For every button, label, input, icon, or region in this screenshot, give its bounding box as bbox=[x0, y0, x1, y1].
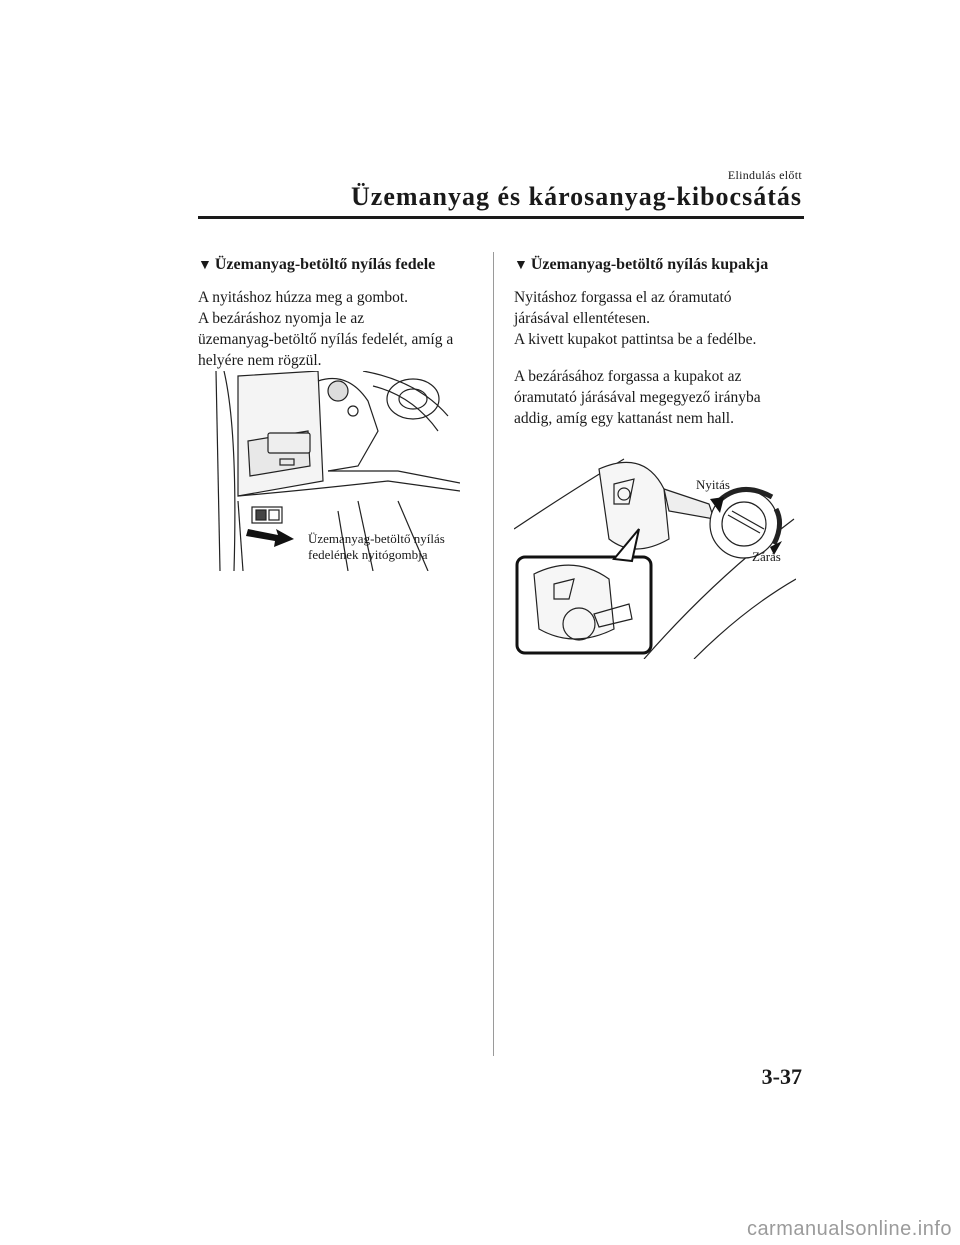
dashboard-figure bbox=[198, 371, 460, 571]
paragraph-line: A bezárásához forgassa a kupakot az bbox=[514, 368, 742, 385]
watermark-link[interactable]: carmanualsonline.info bbox=[746, 1218, 952, 1240]
paragraph-line: addig, amíg egy kattanást nem hall. bbox=[514, 410, 734, 427]
fuel-cap-heading bbox=[514, 254, 796, 277]
triangle-marker-icon: ▼ bbox=[514, 258, 528, 273]
column-divider bbox=[493, 252, 494, 1056]
header-rule bbox=[198, 216, 804, 219]
fuel-lid-opener-label-2: fedelének nyitógombja bbox=[308, 547, 428, 562]
paragraph-line: A kivett kupakot pattintsa be a fedélbe. bbox=[514, 331, 757, 348]
paragraph-line: üzemanyag-betöltő nyílás fedelét, amíg a bbox=[198, 331, 454, 348]
right-column bbox=[514, 254, 796, 659]
fuel-cap-figure bbox=[514, 449, 796, 659]
paragraph-line: járásával ellentétesen. bbox=[514, 310, 650, 327]
fuel-cap-heading-text: Üzemanyag-betöltő nyílás kupakja bbox=[530, 256, 769, 273]
fuel-lid-opener-label-1: Üzemanyag-betöltő nyílás bbox=[308, 531, 445, 546]
section-title: Üzemanyag és károsanyag-kibocsátás bbox=[351, 182, 802, 211]
paragraph-line: A bezáráshoz nyomja le az bbox=[198, 310, 365, 327]
left-column bbox=[198, 254, 480, 571]
chapter-label: Elindulás előtt bbox=[727, 168, 802, 182]
paragraph-line: A nyitáshoz húzza meg a gombot. bbox=[198, 289, 409, 306]
close-direction-label: Zárás bbox=[752, 549, 781, 564]
paragraph-line: óramutató járásával megegyező irányba bbox=[514, 389, 761, 406]
page-number: 3-37 bbox=[761, 1064, 802, 1089]
open-direction-label: Nyitás bbox=[696, 477, 730, 492]
fuel-lid-heading bbox=[198, 254, 480, 277]
fuel-lid-heading-text: Üzemanyag-betöltő nyílás fedele bbox=[214, 256, 436, 273]
paragraph-line: Nyitáshoz forgassa el az óramutató bbox=[514, 289, 732, 306]
triangle-marker-icon: ▼ bbox=[198, 258, 212, 273]
paragraph-line: helyére nem rögzül. bbox=[198, 352, 322, 369]
